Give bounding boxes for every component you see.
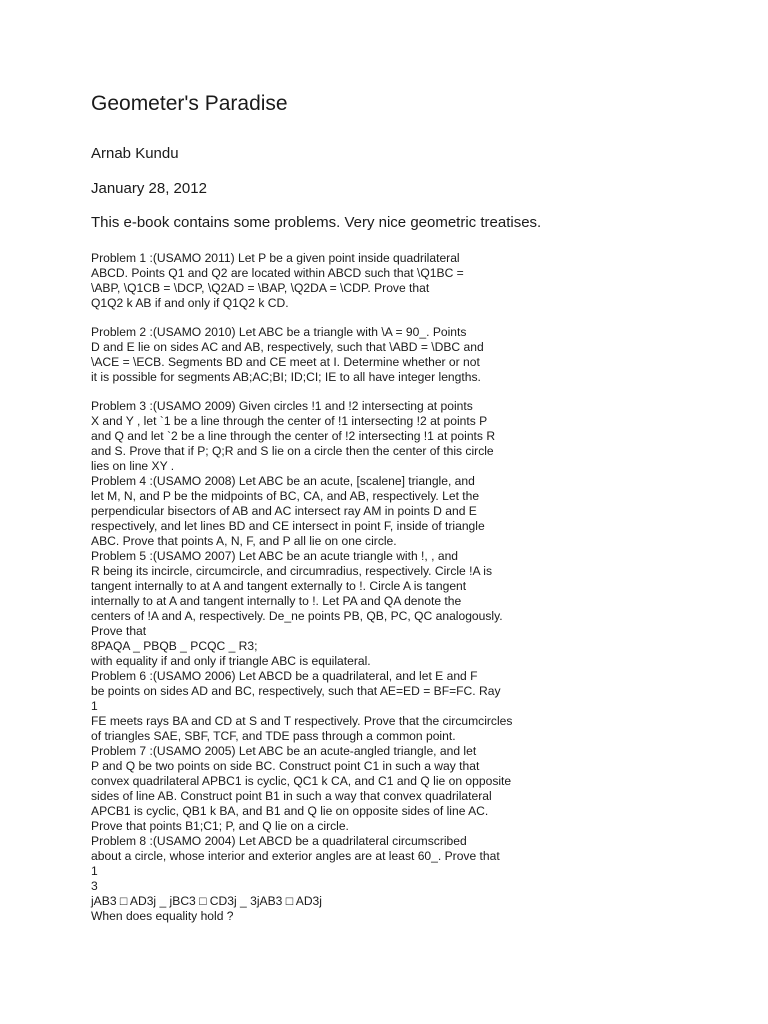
problem-line: centers of !A and A, respectively. De_ne points PB, QB, PC, QC analogously. [91, 609, 503, 623]
author-name: Arnab Kundu [91, 145, 179, 162]
problem-line: Problem 2 :(USAMO 2010) Let ABC be a triangle with \A = 90_. Points [91, 325, 467, 339]
problem-line: about a circle, whose interior and exterior angles are at least 60_. Prove that [91, 849, 500, 863]
problem-line: Q1Q2 k AB if and only if Q1Q2 k CD. [91, 296, 289, 310]
problem-line: Problem 1 :(USAMO 2011) Let P be a given point inside quadrilateral [91, 251, 460, 265]
problem-line: R being its incircle, circumcircle, and circumradius, respectively. Circle !A is [91, 564, 493, 578]
problem-line: and Q and let `2 be a line through the center of !2 intersecting !1 at points R [91, 429, 496, 443]
problems-3-to-8-block [91, 399, 512, 924]
problem-line: FE meets rays BA and CD at S and T respectively. Prove that the circumcircles [91, 714, 513, 728]
problem-line: \ABP, \Q1CB = \DCP, \Q2AD = \BAP, \Q2DA = \CDP. Prove that [91, 281, 430, 295]
problem-line: convex quadrilateral APBC1 is cyclic, QC1 k CA, and C1 and Q lie on opposite [91, 774, 512, 788]
problem-line: lies on line XY . [91, 459, 175, 473]
problem-line: Problem 3 :(USAMO 2009) Given circles !1 and !2 intersecting at points [91, 399, 473, 413]
problem-line: D and E lie on sides AC and AB, respectively, such that \ABD = \DBC and [91, 340, 484, 354]
problem-line: of triangles SAE, SBF, TCF, and TDE pass through a common point. [91, 729, 456, 743]
problem-line: Problem 8 :(USAMO 2004) Let ABCD be a quadrilateral circumscribed [91, 834, 467, 848]
problem-line: with equality if and only if triangle ABC is equilateral. [91, 654, 371, 668]
problem-line: APCB1 is cyclic, QB1 k BA, and B1 and Q lie on opposite sides of line AC. [91, 804, 489, 818]
problem-line: Problem 4 :(USAMO 2008) Let ABC be an acute, [scalene] triangle, and [91, 474, 475, 488]
document-date: January 28, 2012 [91, 180, 207, 197]
problem-line: Problem 6 :(USAMO 2006) Let ABCD be a quadrilateral, and let E and F [91, 669, 478, 683]
problem-line: tangent internally to at A and tangent externally to !. Circle A is tangent [91, 579, 467, 593]
problem-line: When does equality hold ? [91, 909, 234, 923]
problem-line: and S. Prove that if P; Q;R and S lie on a circle then the center of this circle [91, 444, 494, 458]
problem-line: respectively, and let lines BD and CE intersect in point F, inside of triangle [91, 519, 485, 533]
problem-line: 3 [91, 879, 98, 893]
problem-line: Problem 7 :(USAMO 2005) Let ABC be an acute-angled triangle, and let [91, 744, 477, 758]
problem-line: perpendicular bisectors of AB and AC intersect ray AM in points D and E [91, 504, 477, 518]
problem-line: \ACE = \ECB. Segments BD and CE meet at I. Determine whether or not [91, 355, 480, 369]
problem-line: sides of line AB. Construct point B1 in such a way that convex quadrilateral [91, 789, 492, 803]
problem-line: be points on sides AD and BC, respectively, such that AE=ED = BF=FC. Ray [91, 684, 501, 698]
problem-line: 1 [91, 699, 98, 713]
problem-line: Prove that [91, 624, 147, 638]
problem-line: Problem 5 :(USAMO 2007) Let ABC be an acute triangle with !, , and [91, 549, 459, 563]
problem-line: 1 [91, 864, 98, 878]
problem-line: ABCD. Points Q1 and Q2 are located within ABCD such that \Q1BC = [91, 266, 464, 280]
problem-line: Prove that points B1;C1; P, and Q lie on a circle. [91, 819, 349, 833]
problem-line: 8PAQA _ PBQB _ PCQC _ R3; [91, 639, 258, 653]
problem-line: ABC. Prove that points A, N, F, and P all lie on one circle. [91, 534, 397, 548]
problem-line: let M, N, and P be the midpoints of BC, CA, and AB, respectively. Let the [91, 489, 480, 503]
problem-line: it is possible for segments AB;AC;BI; ID;CI; IE to all have integer lengths. [91, 370, 481, 384]
problem-line: P and Q be two points on side BC. Construct point C1 in such a way that [91, 759, 480, 773]
problem-line: internally to at A and tangent internally to !. Let PA and QA denote the [91, 594, 462, 608]
problem-line: X and Y , let `1 be a line through the center of !1 intersecting !2 at points P [91, 414, 488, 428]
intro-text: This e-book contains some problems. Very nice geometric treatises. [91, 214, 542, 231]
problem-line: jAB3 □ AD3j _ jBC3 □ CD3j _ 3jAB3 □ AD3j [91, 894, 322, 908]
problem-1-block [91, 251, 464, 311]
problem-2-block [91, 325, 484, 385]
document-title: Geometer's Paradise [91, 92, 288, 115]
